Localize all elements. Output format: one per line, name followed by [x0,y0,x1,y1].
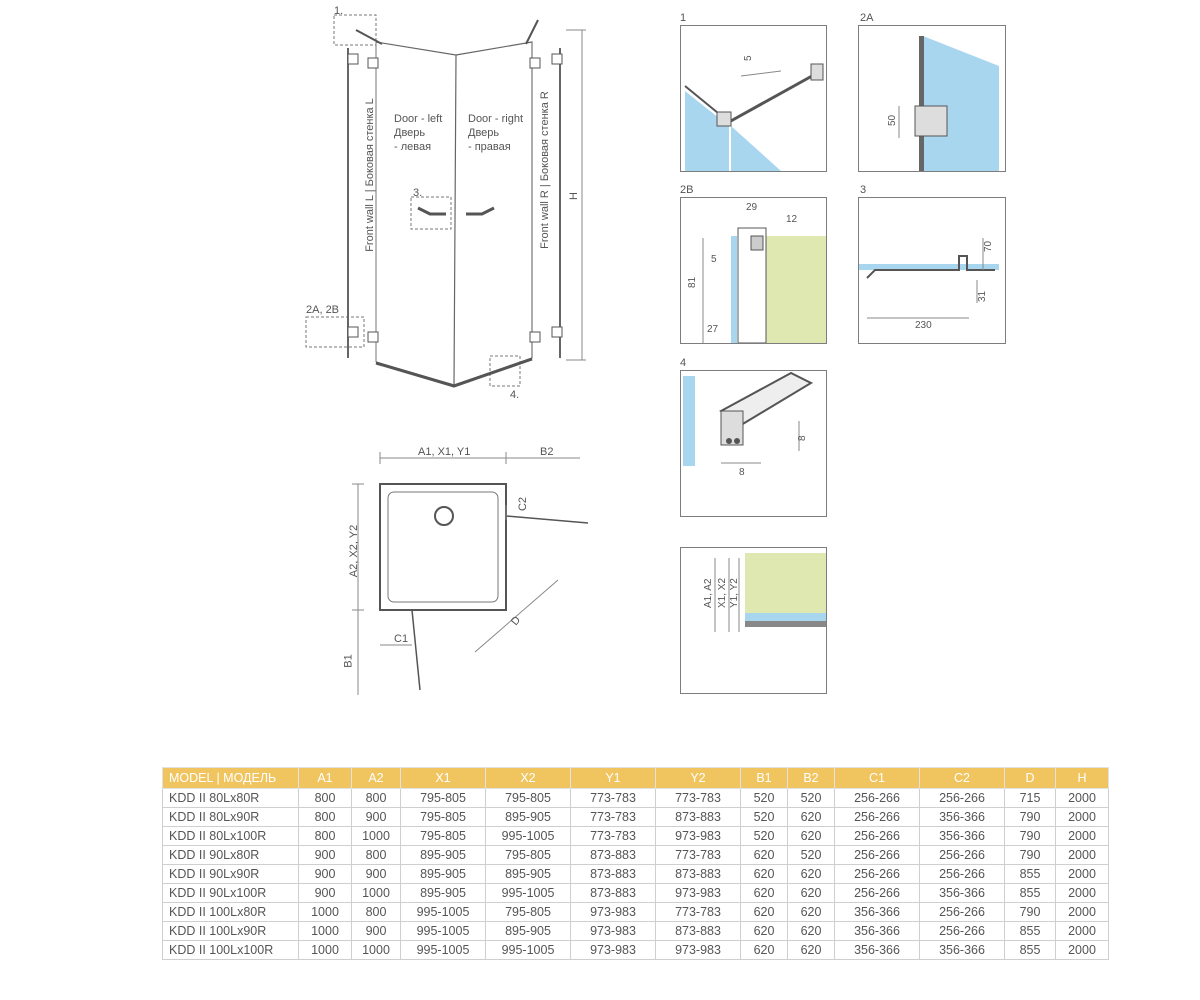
spec-table [162,767,1109,960]
table-cell-model: KDD II 100Lx80R [163,903,299,922]
table-cell: 995-1005 [486,941,571,960]
detail-2a-box [858,25,1006,172]
table-cell-model: KDD II 100Lx100R [163,941,299,960]
table-cell: 895-905 [486,922,571,941]
detail-4-label: 4 [680,357,687,369]
table-row [163,846,1109,865]
table-cell-model: KDD II 80Lx90R [163,808,299,827]
table-cell: 795-805 [486,789,571,808]
table-cell: 620 [788,903,835,922]
table-cell: 1000 [352,884,401,903]
detail-3-dim-31: 31 [977,290,988,302]
table-cell: 995-1005 [401,922,486,941]
table-cell: 1000 [299,941,352,960]
table-header-cell: D [1005,768,1056,789]
table-header-cell: A1 [299,768,352,789]
table-cell: 620 [741,884,788,903]
detail-2a-label: 2A [860,12,874,24]
table-cell: 855 [1005,922,1056,941]
table-cell: 620 [741,903,788,922]
detail-2b-dim-5: 5 [711,254,717,265]
table-cell: 795-805 [486,903,571,922]
front-wall-left-label: Front wall L | Боковая стенка L [364,98,376,252]
table-cell: 800 [299,827,352,846]
plan-dim-b2: B2 [540,446,554,458]
table-row [163,865,1109,884]
table-header-cell: Y2 [656,768,741,789]
table-cell: 973-983 [571,922,656,941]
table-cell: 855 [1005,941,1056,960]
table-cell: 873-883 [656,922,741,941]
table-cell: 256-266 [920,903,1005,922]
table-cell: 256-266 [835,846,920,865]
table-cell: 256-266 [920,789,1005,808]
table-cell: 620 [741,922,788,941]
table-cell: 256-266 [920,922,1005,941]
table-cell: 790 [1005,846,1056,865]
detail-5-dim-a: A1, A2 [703,578,714,608]
table-cell: 855 [1005,865,1056,884]
door-left-en: Door - left [394,113,443,125]
table-header-cell: B1 [741,768,788,789]
table-header-cell: MODEL | МОДЕЛЬ [163,768,299,789]
table-cell: 900 [299,884,352,903]
table-cell: 873-883 [656,808,741,827]
table-cell: 973-983 [656,941,741,960]
table-cell: 520 [788,789,835,808]
table-cell: 356-366 [835,903,920,922]
detail-1-box [680,25,827,172]
plan-dim-c2: C2 [517,496,530,512]
table-cell: 790 [1005,827,1056,846]
table-cell: 520 [788,846,835,865]
table-cell: 790 [1005,808,1056,827]
callout-4: 4. [510,389,520,401]
table-cell: 773-783 [656,903,741,922]
table-cell: 356-366 [835,922,920,941]
table-cell: 620 [788,865,835,884]
detail-3-box [858,197,1006,344]
callout-1: 1. [334,5,344,17]
detail-1-label: 1 [680,12,687,24]
table-cell: 1000 [352,941,401,960]
table-row [163,808,1109,827]
table-cell-model: KDD II 80Lx80R [163,789,299,808]
plan-dim-a2: A2, X2, Y2 [348,524,361,578]
table-row [163,884,1109,903]
plan-view-drawing [340,440,600,700]
table-cell: 1000 [299,922,352,941]
table-cell: 2000 [1056,827,1109,846]
table-cell: 1000 [352,827,401,846]
table-cell: 973-983 [571,903,656,922]
table-cell-model: KDD II 80Lx100R [163,827,299,846]
table-cell: 873-883 [571,865,656,884]
table-cell: 973-983 [656,884,741,903]
table-cell: 900 [352,808,401,827]
table-cell: 620 [788,808,835,827]
table-cell: 900 [299,846,352,865]
detail-2b-box [680,197,827,344]
plan-dim-c1: C1 [394,633,409,645]
table-cell: 873-883 [571,846,656,865]
table-header-cell: Y1 [571,768,656,789]
table-cell: 895-905 [401,884,486,903]
plan-dim-a1: A1, X1, Y1 [418,446,471,458]
table-header-row [163,768,1109,789]
plan-dim-b1: B1 [342,654,355,668]
table-header-cell: A2 [352,768,401,789]
door-right-ru: Дверь [468,127,500,139]
table-cell: 356-366 [835,941,920,960]
detail-2b-dim-81: 81 [687,276,698,288]
table-cell: 620 [741,941,788,960]
table-cell: 520 [741,827,788,846]
table-cell: 795-805 [401,789,486,808]
detail-2b-dim-29: 29 [746,202,758,213]
table-cell: 356-366 [920,808,1005,827]
table-header-cell: X2 [486,768,571,789]
table-cell: 1000 [299,903,352,922]
table-cell: 620 [788,827,835,846]
table-cell: 520 [741,808,788,827]
detail-4-box [680,370,827,517]
table-cell: 773-783 [571,789,656,808]
table-header-cell: B2 [788,768,835,789]
table-cell-model: KDD II 90Lx100R [163,884,299,903]
plan-dim-d: D [508,614,524,628]
table-cell: 900 [352,922,401,941]
table-header-cell: H [1056,768,1109,789]
table-cell: 800 [352,789,401,808]
table-cell: 715 [1005,789,1056,808]
table-cell: 2000 [1056,789,1109,808]
table-cell: 995-1005 [401,941,486,960]
door-left-ru: Дверь [394,127,426,139]
table-cell: 2000 [1056,922,1109,941]
detail-5-dim-x: X1, X2 [717,577,728,608]
table-cell: 2000 [1056,903,1109,922]
table-cell-model: KDD II 100Lx90R [163,922,299,941]
table-header-cell: C1 [835,768,920,789]
table-cell: 620 [741,865,788,884]
door-left-label [394,112,442,154]
table-cell: 256-266 [835,865,920,884]
table-body [163,789,1109,960]
table-cell: 973-983 [656,827,741,846]
table-cell: 2000 [1056,884,1109,903]
detail-4-dim-8a: 8 [797,435,808,441]
table-cell: 356-366 [920,827,1005,846]
detail-1-dim: 5 [743,55,754,61]
table-cell: 895-905 [401,846,486,865]
table-row [163,789,1109,808]
table-cell: 900 [352,865,401,884]
height-label: H [567,192,580,200]
table-cell: 895-905 [486,865,571,884]
table-cell: 800 [352,903,401,922]
table-row [163,941,1109,960]
table-cell: 256-266 [835,884,920,903]
callout-2a-2b: 2A, 2B [306,304,340,316]
table-cell: 256-266 [920,865,1005,884]
table-cell: 795-805 [401,808,486,827]
door-right-label [468,112,523,154]
table-cell: 873-883 [656,865,741,884]
table-cell: 620 [788,941,835,960]
detail-3-dim-230: 230 [915,320,932,331]
table-cell: 995-1005 [486,827,571,846]
table-cell: 900 [299,865,352,884]
table-cell: 790 [1005,903,1056,922]
table-cell: 2000 [1056,846,1109,865]
table-cell: 2000 [1056,808,1109,827]
table-row [163,922,1109,941]
table-header-cell: C2 [920,768,1005,789]
callout-3: 3. [413,187,423,199]
detail-3-dim-70: 70 [983,240,994,252]
table-row [163,827,1109,846]
detail-2b-dim-12: 12 [786,214,798,225]
table-cell: 995-1005 [486,884,571,903]
table-cell: 800 [352,846,401,865]
table-cell: 773-783 [656,846,741,865]
enclosure-drawing [290,0,610,410]
table-cell: 873-883 [571,884,656,903]
table-header-cell: X1 [401,768,486,789]
front-wall-right-label: Front wall R | Боковая стенка R [539,91,551,249]
table-cell: 256-266 [835,827,920,846]
table-row [163,903,1109,922]
detail-2b-label: 2B [680,184,694,196]
table-cell: 620 [788,884,835,903]
detail-3-label: 3 [860,184,867,196]
detail-2b-dim-27: 27 [707,324,719,335]
door-right-ru2: - правая [468,141,511,153]
table-cell: 356-366 [920,941,1005,960]
table-cell: 773-783 [656,789,741,808]
detail-5-dim-y: Y1, Y2 [729,578,740,608]
table-cell: 356-366 [920,884,1005,903]
door-left-ru2: - левая [394,141,432,153]
table-cell: 2000 [1056,941,1109,960]
detail-2a-dim: 50 [887,114,898,126]
table-cell-model: KDD II 90Lx90R [163,865,299,884]
table-cell: 773-783 [571,808,656,827]
table-cell: 795-805 [486,846,571,865]
table-cell: 995-1005 [401,903,486,922]
door-right-en: Door - right [468,113,524,125]
table-cell: 973-983 [571,941,656,960]
table-cell: 620 [741,846,788,865]
table-cell: 773-783 [571,827,656,846]
table-cell-model: KDD II 90Lx80R [163,846,299,865]
detail-5-box [680,547,827,694]
table-cell: 520 [741,789,788,808]
table-cell: 795-805 [401,827,486,846]
table-cell: 800 [299,808,352,827]
table-cell: 620 [788,922,835,941]
table-cell: 256-266 [835,808,920,827]
table-cell: 895-905 [486,808,571,827]
table-cell: 256-266 [920,846,1005,865]
detail-4-dim-8b: 8 [739,467,745,478]
table-cell: 800 [299,789,352,808]
table-cell: 895-905 [401,865,486,884]
table-cell: 2000 [1056,865,1109,884]
table-cell: 256-266 [835,789,920,808]
table-cell: 855 [1005,884,1056,903]
